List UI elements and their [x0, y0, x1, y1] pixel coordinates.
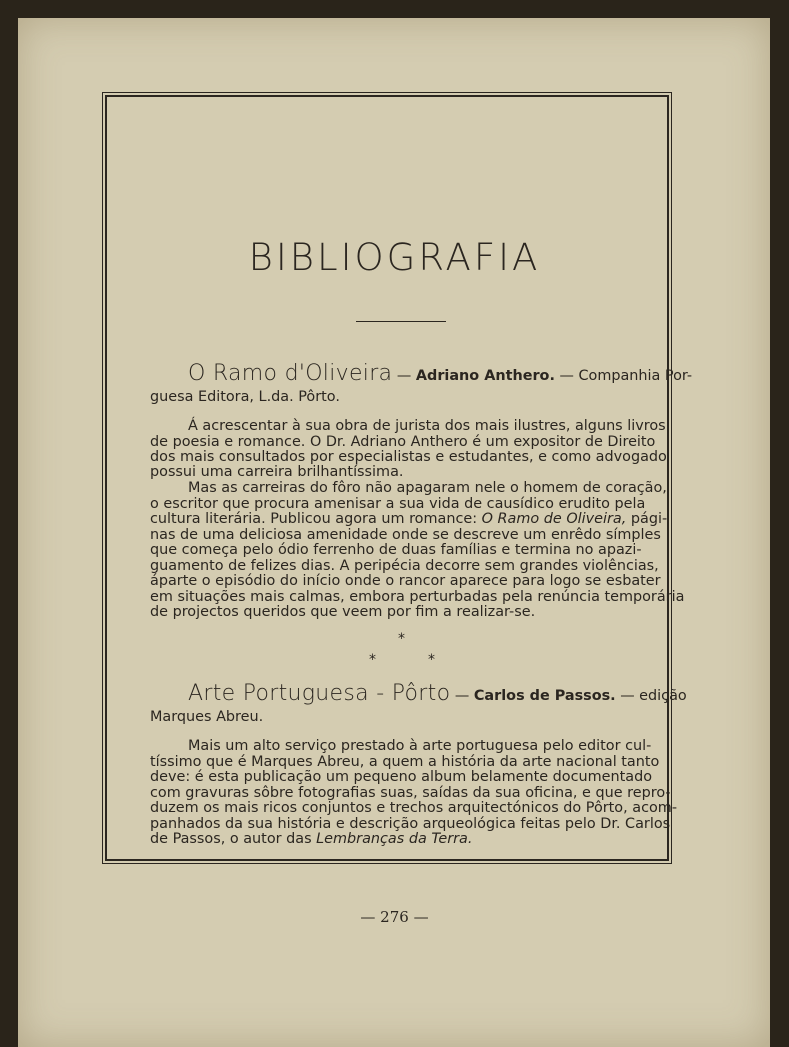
entry-2-p1-line: panhados da sua história e descrição arqueológica feitas pelo Dr. Carlos — [150, 816, 671, 832]
entry-1-p1-line: dos mais consultados por especialistas e estudantes, e como advogado — [150, 449, 667, 465]
entry-1-p1-line: Á acrescentar à sua obra de jurista dos mais ilustres, alguns livros — [188, 418, 666, 434]
entry-1-p2-line: que começa pelo ódio ferrenho de duas famílias e termina no apazi- — [150, 542, 642, 558]
entry-2-dash: — — [450, 688, 474, 704]
entry-1-publisher: — Companhia Por- — [554, 368, 693, 384]
entry-1-author: Adriano Anthero. — [415, 368, 555, 384]
entry-1-p2-line: Mas as carreiras do fôro não apagaram nele o homem de coração, — [188, 480, 667, 496]
entry-1-publisher-line2: guesa Editora, L.da. Pôrto. — [150, 389, 340, 405]
entry-1-p2-line: em situações mais calmas, embora perturbadas pela renúncia temporária — [150, 589, 685, 605]
entry-1-dash: — — [392, 368, 416, 384]
entry-1-p2-line: guamento de felizes dias. A peripécia decorre sem grandes violências, — [150, 558, 659, 574]
page-number: — 276 — — [360, 908, 429, 926]
separator-asterisk: * — [428, 652, 435, 668]
entry-1-book-title: O Ramo d'Oliveira — [188, 361, 393, 386]
entry-1-italic-title: O Ramo de Oliveira, — [481, 511, 627, 527]
entry-1-p2-line: de projectos queridos que veem por fim a realizar-se. — [150, 604, 536, 620]
entry-2-author: Carlos de Passos. — [473, 688, 616, 704]
entry-1-p1-line: possui uma carreira brilhantíssima. — [150, 464, 404, 480]
separator-asterisk: * — [398, 631, 405, 647]
entry-1-p2-line — [150, 512, 667, 528]
entry-2-p1-line: deve: é esta publicação um pequeno album belamente documentado — [150, 769, 653, 785]
entry-1-p2-text: pági- — [626, 511, 668, 527]
entry-2-book-title: Arte Portuguesa - Pôrto — [188, 681, 451, 706]
entry-2-p1-line — [150, 832, 472, 848]
entry-1-heading — [188, 361, 693, 386]
section-title: BIBLIOGRAFIA — [248, 236, 541, 279]
entry-2-p1-text: de Passos, o autor das — [150, 831, 317, 847]
entry-1-p2-line: o escritor que procura amenisar a sua vida de causídico erudito pela — [150, 496, 646, 512]
entry-1-p2-text: cultura literária. Publicou agora um romance: — [150, 511, 482, 527]
entry-1-p2-line: nas de uma deliciosa amenidade onde se descreve um enrêdo símples — [150, 527, 661, 543]
entry-1-p2-line: áparte o episódio do início onde o rancor aparece para logo se esbater — [150, 573, 661, 589]
entry-2-heading — [188, 681, 687, 706]
entry-2-publisher: — edição — [615, 688, 687, 704]
entry-1-p1-line: de poesia e romance. O Dr. Adriano Anthero é um expositor de Direito — [150, 434, 656, 450]
entry-2-p1-line: tíssimo que é Marques Abreu, a quem a história da arte nacional tanto — [150, 754, 660, 770]
separator-asterisk: * — [369, 652, 376, 668]
entry-2-p1-line: com gravuras sôbre fotografias suas, saídas da sua oficina, e que repro- — [150, 785, 671, 801]
entry-2-p1-line: duzem os mais ricos conjuntos e trechos arquitectónicos do Pôrto, acom- — [150, 800, 678, 816]
entry-2-italic-title: Lembranças da Terra. — [316, 831, 473, 847]
title-rule — [356, 321, 446, 322]
entry-2-p1-line: Mais um alto serviço prestado à arte portuguesa pelo editor cul- — [188, 738, 652, 754]
entry-2-publisher-line2: Marques Abreu. — [150, 709, 264, 725]
